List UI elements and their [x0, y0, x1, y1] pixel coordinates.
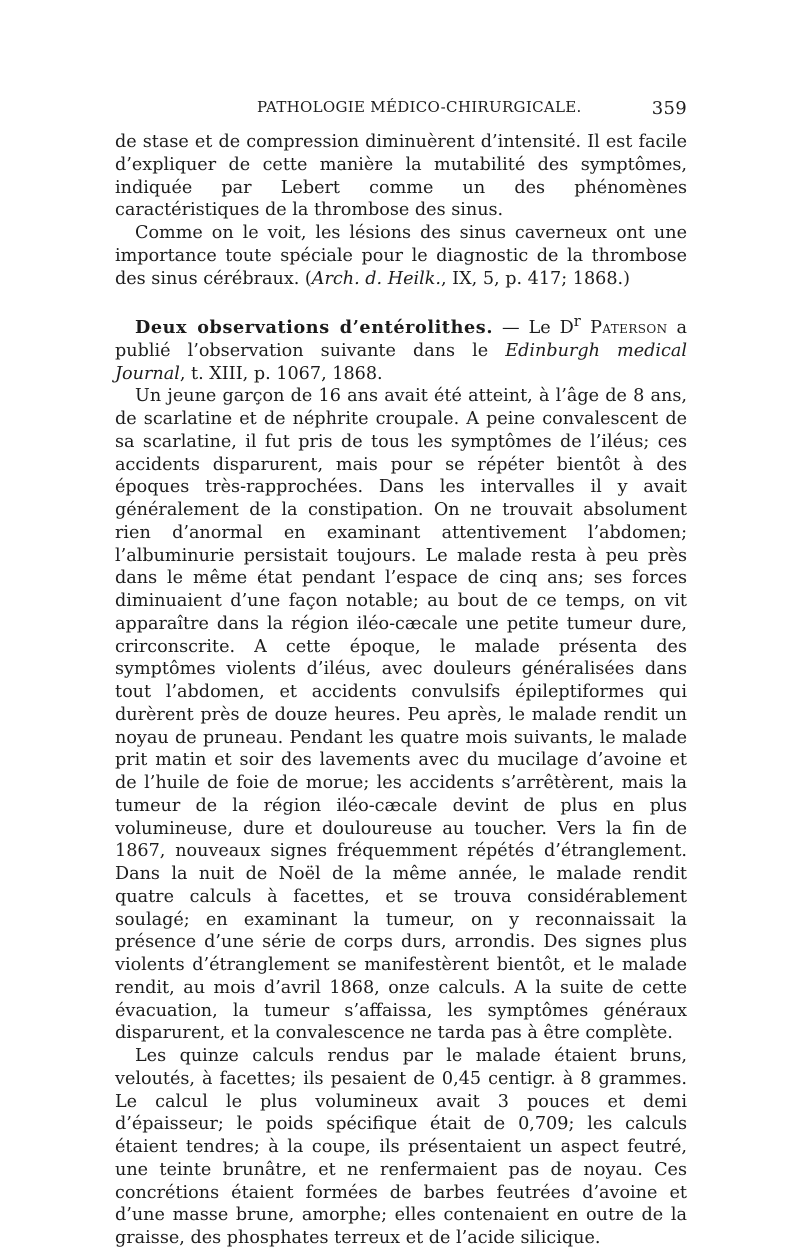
intro-text-b: a publié l’observation suivante dans le	[115, 318, 687, 361]
section-title: Deux observations d’entérolithes.	[135, 317, 494, 339]
intro-text-a: — Le D	[493, 318, 574, 339]
running-title: PATHOLOGIE MÉDICO-CHIRURGICALE.	[257, 98, 582, 116]
section-intro	[115, 311, 687, 385]
paragraph-summary	[115, 222, 687, 290]
body-text	[115, 131, 687, 1250]
case-observation: Un jeune garçon de 16 ans avait été atteint, à l’âge de 8 ans, de scarlatine et de néphrite croupale. A peine convalescent de sa scarlatine, il fut pris de tous les symptômes de l’iléus; ces accidents disparurent, mais pour se répéter bientôt à des époques très-rapprochées. Dans les intervalles il y avait généralement de la constipation. On ne trouvait absolument rien d’anormal en examinant attentivement l’abdomen; l’albuminurie persistait toujours. Le malade resta à peu près dans le même état pendant l’espace de cinq ans; ses forces diminuaient d’une façon notable; au bout de ce temps, on vit apparaître dans la région iléo-cæcale une petite tumeur dure, crirconscrite. A cette époque, le malade présenta des symptômes violents d’iléus, avec douleurs généralisées dans tout l’abdomen, et accidents convulsifs épileptiformes qui durèrent près de douze heures. Peu après, le malade rendit un noyau de pruneau. Pendant les quatre mois suivants, le malade prit matin et soir des lavements avec du mucilage d’avoine et de l’huile de foie de morue; les accidents s’arrêtèrent, mais la tumeur de la région iléo-cæcale devint de plus en plus volumineuse, dure et douloureuse au toucher. Vers la fin de 1867, nouveaux signes fréquemment répétés d’étranglement. Dans la nuit de Noël de la même année, le malade rendit quatre calculs à facettes, et se trouva considérablement soulagé; en examinant la tumeur, on y reconnaissait la présence d’une série de corps durs, arrondis. Des signes plus violents d’étranglement se manifestèrent bientôt, et le malade rendit, au mois d’avril 1868, onze calculs. A la suite de cette évacuation, la tumeur s’affaissa, les symptômes généraux disparurent, et la convalescence ne tarda pas à être complète.	[115, 386, 687, 1044]
page-number: 359	[651, 98, 687, 119]
journal-reference: Arch. d. Heilk.	[311, 268, 441, 289]
page-header	[115, 98, 687, 122]
calculi-description: Les quinze calculs rendus par le malade étaient bruns, veloutés, à facettes; ils pesaient de 0,45 centigr. à 8 grammes. Le calcul le plus volumineux avait 3 pouces et demi d’épaisseur; le poids spécifique était de 0,709; les calculs étaient tendres; à la coupe, ils présentaient un aspect feutré, une teinte brunâtre, et ne renfermaient pas de noyau. Ces concrétions étaient formées de barbes feutrées d’avoine et d’une masse brune, amorphe; elles contenaient en outre de la graisse, des phosphates terreux et de l’acide silicique.	[115, 1046, 687, 1249]
journal-name: Edinburgh medical Journal	[115, 340, 687, 384]
dr-superscript: r	[573, 313, 581, 331]
paragraph-continued: de stase et de compression diminuèrent d’intensité. Il est facile d’expliquer de cette manière la mutabilité des symptômes, indiquée par Lebert comme un des phénomènes caractéristiques de la thrombose des sinus.	[115, 132, 687, 221]
author-name: Paterson	[580, 318, 668, 339]
section-spacer	[115, 290, 687, 311]
intro-text-c: , t. XIII, p. 1067, 1868.	[179, 363, 383, 384]
summary-text-end: , IX, 5, p. 417; 1868.)	[441, 268, 631, 289]
summary-text-start: Comme on le voit, les lésions des sinus caverneux ont une importance toute spéciale pour le diagnostic de la thrombose des sinus cérébraux. (	[115, 223, 687, 289]
